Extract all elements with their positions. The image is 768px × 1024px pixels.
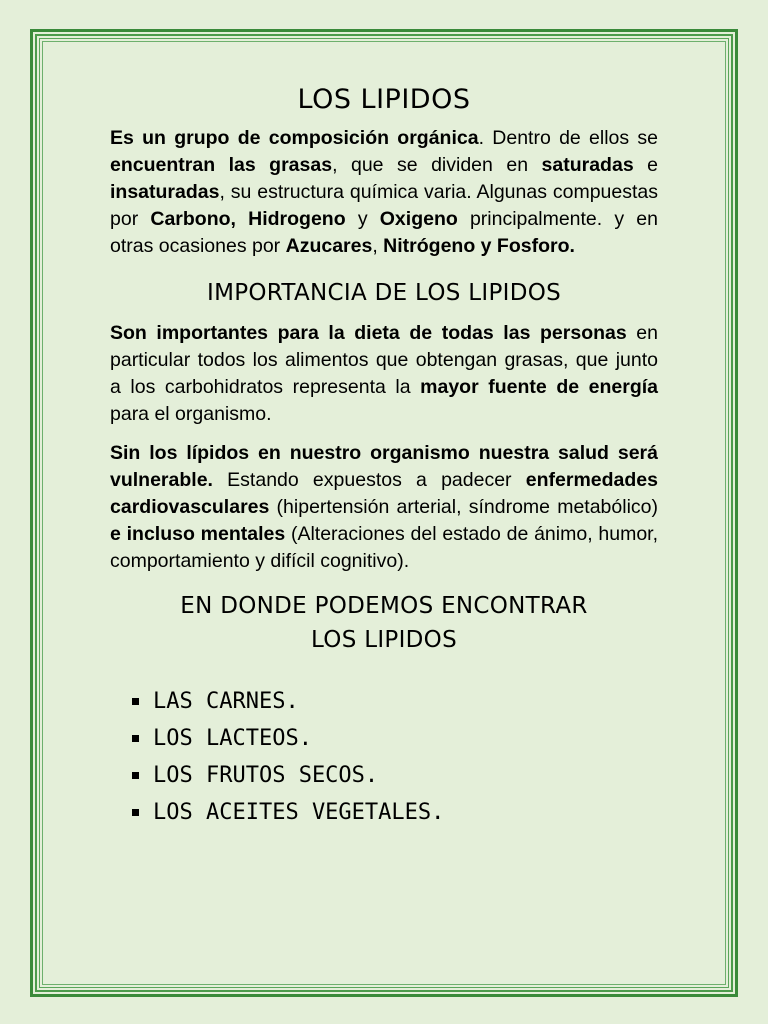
intro-bold-nitrogeno: Nitrógeno y Fosforo. <box>383 235 575 257</box>
importancia-paragraph-2 <box>110 440 658 575</box>
donde-heading-line-2: LOS LIPIDOS <box>311 627 457 653</box>
square-bullet-icon <box>132 698 139 705</box>
list-item-label: LOS FRUTOS SECOS. <box>153 763 379 788</box>
importancia-paragraph-1 <box>110 320 658 428</box>
square-bullet-icon <box>132 735 139 742</box>
list-item-label: LOS LACTEOS. <box>153 726 312 751</box>
list-item <box>132 757 658 794</box>
list-item <box>132 794 658 831</box>
importancia-text: en particular todos los alimentos que obtengan grasas, que junto a los carbohidratos representa la <box>110 322 659 398</box>
importancia-text: Estando expuestos a padecer <box>212 469 526 491</box>
intro-bold-grasas: encuentran las grasas <box>110 154 333 176</box>
importancia-heading: IMPORTANCIA DE LOS LIPIDOS <box>206 280 562 306</box>
intro-text: , que se dividen en <box>332 154 542 176</box>
intro-bold-oxigeno: Oxigeno <box>379 208 458 230</box>
document-content <box>110 84 658 831</box>
intro-text: y <box>345 208 380 230</box>
intro-bold-carbono: Carbono, Hidrogeno <box>150 208 346 230</box>
intro-bold-saturadas: saturadas <box>541 154 634 176</box>
list-item-label: LOS ACEITES VEGETALES. <box>153 800 445 825</box>
donde-heading <box>110 589 658 657</box>
importancia-text: para el organismo. <box>110 403 272 425</box>
list-item <box>132 720 658 757</box>
intro-bold-azucares: Azucares <box>285 235 373 257</box>
importancia-text: (hipertensión arterial, síndrome metabólico) <box>269 496 658 518</box>
importancia-text: (Alteraciones del estado de ánimo, humor, comportamiento y difícil cognitivo). <box>110 523 658 572</box>
intro-paragraph <box>110 125 658 260</box>
intro-text: principalmente. y en otras ocasiones por <box>110 208 658 257</box>
square-bullet-icon <box>132 809 139 816</box>
document-title: LOS LIPIDOS <box>297 84 471 115</box>
importancia-bold-energia: mayor fuente de energía <box>420 376 658 398</box>
importancia-bold-cardio: enfermedades cardiovasculares <box>110 469 658 518</box>
importancia-bold-salud: Sin los lípidos en nuestro organismo nuestra salud será vulnerable. <box>110 442 658 491</box>
importancia-bold-mentales: e incluso mentales <box>110 523 286 545</box>
food-list <box>132 683 658 831</box>
intro-bold-definition: Es un grupo de composición orgánica <box>110 127 479 149</box>
intro-text: , su estructura química varia. Algunas compuestas por <box>110 181 658 230</box>
intro-text: . Dentro de ellos se <box>478 127 659 149</box>
intro-bold-insaturadas: insaturadas <box>110 181 220 203</box>
donde-heading-line-1: EN DONDE PODEMOS ENCONTRAR <box>180 593 588 619</box>
list-item <box>132 683 658 720</box>
importancia-bold-lead: Son importantes para la dieta de todas las personas <box>110 322 627 344</box>
intro-text: , <box>372 235 384 257</box>
intro-text: e <box>633 154 659 176</box>
square-bullet-icon <box>132 772 139 779</box>
list-item-label: LAS CARNES. <box>153 689 299 714</box>
